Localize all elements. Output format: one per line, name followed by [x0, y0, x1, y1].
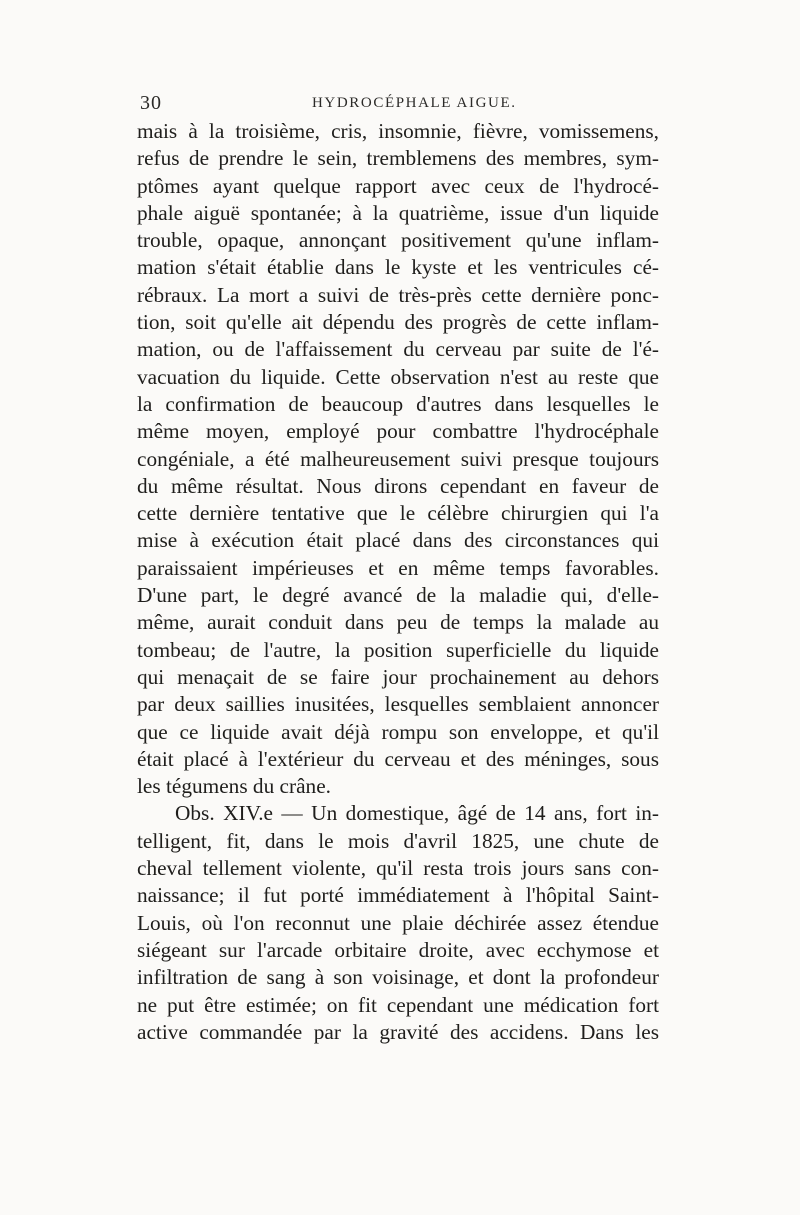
text-line: rébraux. La mort a suivi de très-près cette dernière ponc- — [137, 282, 659, 307]
text-line: par deux saillies inusitées, lesquelles semblaient annoncer — [137, 692, 659, 717]
text-line: tion, soit qu'elle ait dépendu des progrès de cette inflam- — [137, 310, 659, 335]
text-line: même, aurait conduit dans peu de temps la malade au — [137, 610, 659, 635]
page-header — [140, 92, 660, 118]
running-title: HYDROCÉPHALE AIGUE. — [312, 95, 517, 111]
text-line: trouble, opaque, annonçant positivement qu'une inflam- — [137, 228, 659, 253]
text-line: telligent, fit, dans le mois d'avril 1825, une chute de — [137, 828, 659, 853]
text-line: était placé à l'extérieur du cerveau et des méninges, sous — [137, 746, 659, 771]
text-line: du même résultat. Nous dirons cependant en faveur de — [137, 473, 659, 498]
text-line: que ce liquide avait déjà rompu son enveloppe, et qu'il — [137, 719, 659, 744]
text-line: mation, ou de l'affaissement du cerveau par suite de l'é- — [137, 337, 659, 362]
text-line: refus de prendre le sein, tremblemens des membres, sym- — [137, 146, 659, 171]
text-line: congéniale, a été malheureusement suivi presque toujours — [137, 446, 659, 471]
text-line: siégeant sur l'arcade orbitaire droite, avec ecchymose et — [137, 937, 659, 962]
text-line: ne put être estimée; on fit cependant une médication fort — [137, 992, 659, 1017]
text-line: mise à exécution était placé dans des circonstances qui — [137, 528, 659, 553]
text-line: cheval tellement violente, qu'il resta trois jours sans con- — [137, 856, 659, 881]
observation-heading-line: Obs. XIV.e — Un domestique, âgé de 14 ans, fort in- — [175, 801, 659, 826]
text-line: phale aiguë spontanée; à la quatrième, issue d'un liquide — [137, 200, 659, 225]
text-line: naissance; il fut porté immédiatement à l'hôpital Saint- — [137, 883, 659, 908]
text-line: infiltration de sang à son voisinage, et dont la profondeur — [137, 965, 659, 990]
text-line: Louis, où l'on reconnut une plaie déchirée assez étendue — [137, 910, 659, 935]
text-line: mais à la troisième, cris, insomnie, fièvre, vomissemens, — [137, 119, 659, 143]
text-line: vacuation du liquide. Cette observation n'est au reste que — [137, 364, 659, 389]
text-line: paraissaient impérieuses et en même temps favorables. — [137, 555, 659, 580]
text-line: cette dernière tentative que le célèbre chirurgien qui l'a — [137, 501, 659, 526]
text-line: mation s'était établie dans le kyste et les ventricules cé- — [137, 255, 659, 280]
text-line: active commandée par la gravité des accidens. Dans les — [137, 1019, 659, 1044]
text-line: même moyen, employé pour combattre l'hydrocéphale — [137, 419, 659, 444]
text-line: ptômes ayant quelque rapport avec ceux de l'hydrocé- — [137, 173, 659, 198]
text-line: qui menaçait de se faire jour prochainement au dehors — [137, 664, 659, 689]
page-number: 30 — [140, 92, 162, 114]
text-line: D'une part, le degré avancé de la maladie qui, d'elle- — [137, 583, 659, 608]
text-line: tombeau; de l'autre, la position superficielle du liquide — [137, 637, 659, 662]
body-text — [137, 118, 659, 1046]
text-line: la confirmation de beaucoup d'autres dans lesquelles le — [137, 391, 659, 416]
text-line: les tégumens du crâne. — [137, 774, 331, 799]
